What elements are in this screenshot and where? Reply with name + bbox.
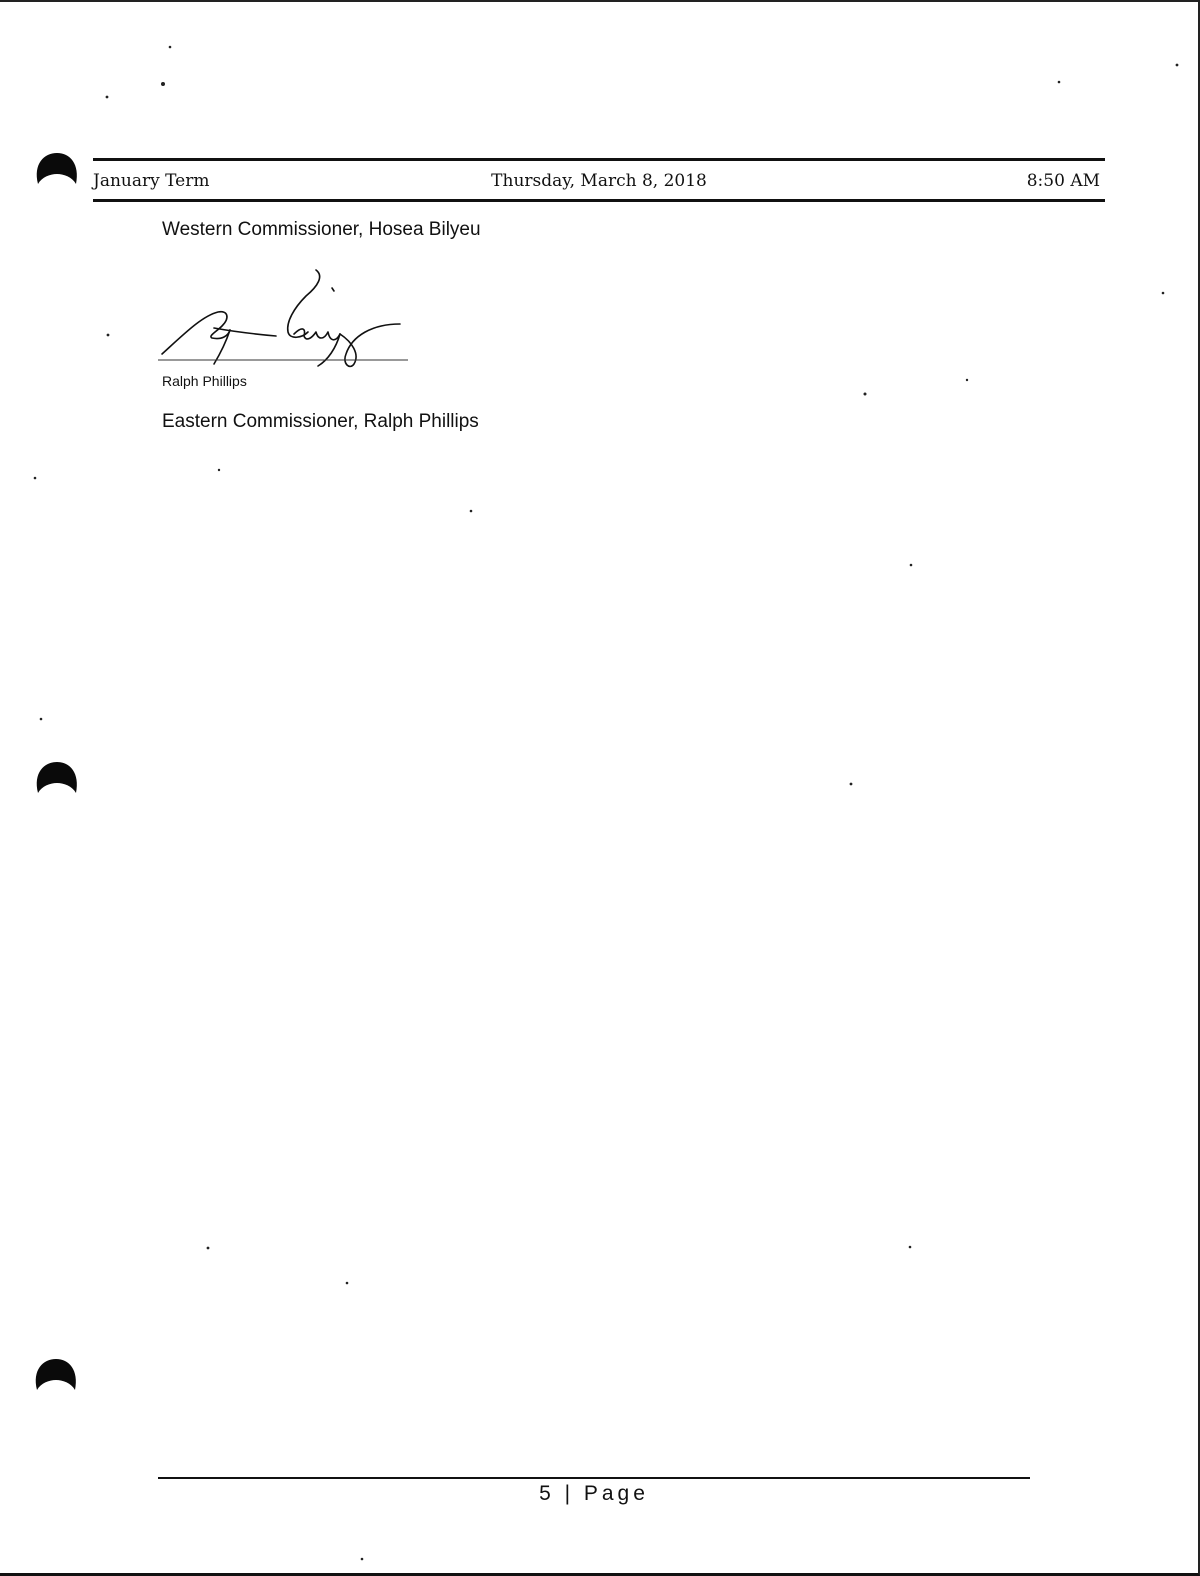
punch-hole-icon xyxy=(37,153,77,184)
page-header xyxy=(93,168,1105,194)
handwritten-signature xyxy=(156,266,416,372)
footer-rule xyxy=(158,1477,1030,1479)
header-rule-bottom xyxy=(93,199,1105,202)
header-date: Thursday, March 8, 2018 xyxy=(491,171,707,191)
header-term: January Term xyxy=(93,171,210,191)
punch-hole-icon xyxy=(36,1359,76,1390)
western-commissioner-line: Western Commissioner, Hosea Bilyeu xyxy=(162,219,481,240)
header-time: 8:50 AM xyxy=(1026,171,1100,191)
header-rule-top xyxy=(93,158,1105,161)
page-number: 5 | Page xyxy=(539,1482,649,1505)
punch-holes xyxy=(36,153,77,1390)
eastern-commissioner-line: Eastern Commissioner, Ralph Phillips xyxy=(162,411,479,432)
punch-hole-icon xyxy=(37,762,77,793)
signature-printed-name: Ralph Phillips xyxy=(162,373,247,389)
